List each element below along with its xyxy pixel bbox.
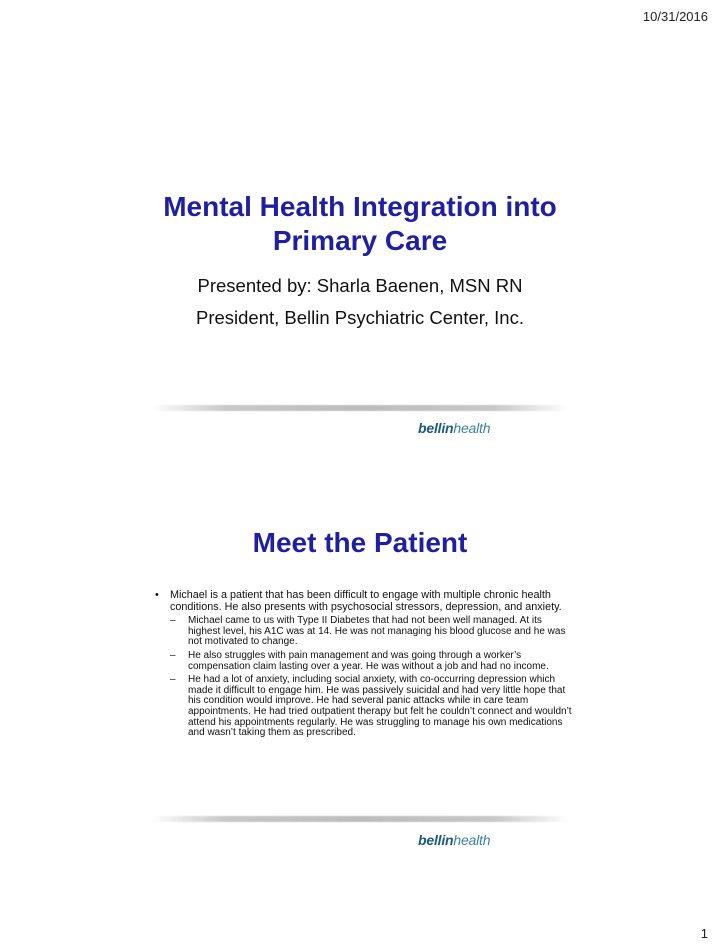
title-line: Mental Health Integration into — [163, 191, 557, 222]
subtitle-line: Presented by: Sharla Baenen, MSN RN — [197, 275, 523, 296]
bullet-item — [150, 590, 575, 613]
divider — [150, 816, 570, 822]
sub-bullet-item — [170, 616, 575, 648]
sub-bullet-text: He had a lot of anxiety, including social anxiety, with co-occurring depression which made it difficult to engage him. He was passively suicidal and had very little hope that his condition would improve. He had several panic attacks while in care team appointments. He had tried outpatient therapy but felt he couldn’t connect and wouldn’t attend his appointments regularly. He was struggling to manage his own medications and wasn’t taking them as prescribed. — [188, 674, 572, 739]
slide-1-subtitle — [150, 270, 570, 334]
subtitle-line: President, Bellin Psychiatric Center, Inc. — [195, 307, 524, 328]
bellin-health-logo — [418, 832, 490, 848]
sub-bullet-item — [170, 675, 575, 739]
title-line: Primary Care — [272, 225, 448, 256]
logo-bold-text: bellin — [418, 420, 454, 436]
divider — [150, 405, 570, 411]
bellin-health-logo — [418, 420, 490, 436]
bullet-dot-icon: • — [155, 589, 159, 601]
print-date: 10/31/2016 — [642, 9, 708, 24]
slide-1 — [150, 190, 570, 450]
logo-light-text: health — [453, 420, 491, 436]
slide-1-title — [150, 190, 570, 258]
page-number: 1 — [700, 926, 708, 941]
bullet-text: Michael is a patient that has been difficult to engage with multiple chronic health conditions. He also presents with psychosocial stressors, depression, and anxiety. — [170, 589, 562, 613]
sub-bullet-item — [170, 651, 575, 672]
dash-icon: – — [170, 674, 176, 686]
dash-icon: – — [170, 649, 176, 661]
sub-bullet-text: He also struggles with pain management and was going through a worker’s compensation claim lasting over a year. He was without a job and had no income. — [188, 649, 549, 672]
sub-bullet-text: Michael came to us with Type II Diabetes that had not been well managed. At its highest level, his A1C was at 14. He was not managing his blood glucose and he was not motivated to change. — [188, 615, 566, 648]
slide-2 — [150, 520, 570, 860]
dash-icon: – — [170, 615, 176, 627]
slide-2-title: Meet the Patient — [252, 527, 468, 558]
logo-light-text: health — [453, 832, 491, 848]
bullet-list — [150, 590, 575, 742]
sub-bullet-list — [150, 616, 575, 739]
logo-bold-text: bellin — [418, 832, 454, 848]
